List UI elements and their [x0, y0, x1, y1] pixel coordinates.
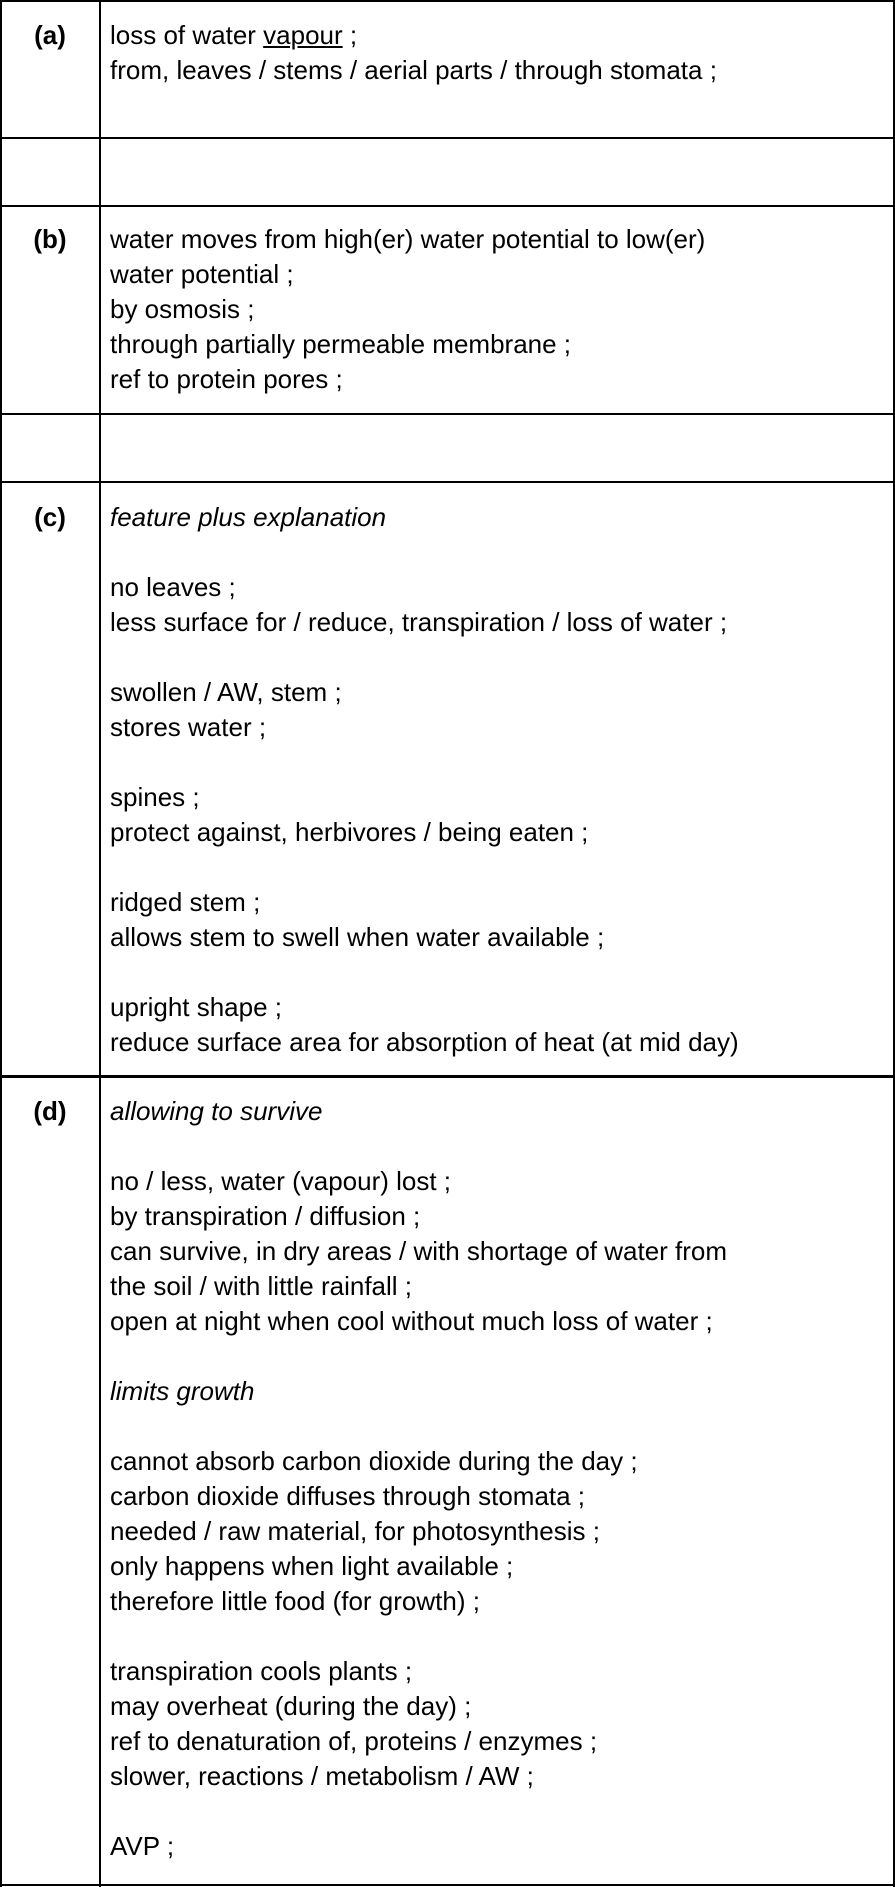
row-a — [0, 0, 895, 137]
answer-line: may overheat (during the day) ; — [110, 1691, 472, 1721]
answer-line: reduce surface area for absorption of heat (at mid day) — [110, 1027, 739, 1057]
answer-line: no leaves ; — [110, 572, 236, 602]
table-border-bottom — [0, 1884, 895, 1886]
answer-line: upright shape ; — [110, 992, 283, 1022]
blank-line — [110, 955, 890, 990]
row-b — [0, 207, 895, 413]
blank-line — [110, 1129, 890, 1164]
answer-line: ridged stem ; — [110, 887, 261, 917]
answer-line: by osmosis ; — [110, 294, 255, 324]
blank-line — [110, 640, 890, 675]
answer-line: stores water ; — [110, 712, 267, 742]
answer-line: protect against, herbivores / being eaten ; — [110, 817, 589, 847]
row-label: (b) — [33, 224, 67, 254]
answer-text: ; — [342, 20, 358, 50]
answer-line: swollen / AW, stem ; — [110, 677, 342, 707]
row-content — [110, 500, 890, 1060]
answer-line: allows stem to swell when water available ; — [110, 922, 605, 952]
row-content — [110, 222, 890, 397]
answer-line: spines ; — [110, 782, 200, 812]
blank-line — [110, 850, 890, 885]
answer-line: ref to denaturation of, proteins / enzymes ; — [110, 1726, 598, 1756]
blank-line — [110, 1794, 890, 1829]
answer-line: less surface for / reduce, transpiration / loss of water ; — [110, 607, 728, 637]
answer-line: open at night when cool without much loss of water ; — [110, 1306, 713, 1336]
answer-line: by transpiration / diffusion ; — [110, 1201, 421, 1231]
answer-line: carbon dioxide diffuses through stomata ; — [110, 1481, 586, 1511]
answer-line: the soil / with little rainfall ; — [110, 1271, 413, 1301]
blank-line — [110, 1619, 890, 1654]
row-label: (d) — [33, 1096, 67, 1126]
section-heading: allowing to survive — [110, 1096, 323, 1126]
answer-text: loss of water — [110, 20, 264, 50]
section-heading: feature plus explanation — [110, 502, 387, 532]
answer-line: slower, reactions / metabolism / AW ; — [110, 1761, 534, 1791]
row-label: (c) — [34, 502, 66, 532]
row-content — [110, 1094, 890, 1864]
section-heading: limits growth — [110, 1376, 255, 1406]
row-label: (a) — [34, 20, 66, 50]
answer-line: water moves from high(er) water potential to low(er) — [110, 224, 706, 254]
empty-row — [0, 415, 895, 481]
answer-line: cannot absorb carbon dioxide during the day ; — [110, 1446, 638, 1476]
answer-line: only happens when light available ; — [110, 1551, 514, 1581]
row-d — [0, 1078, 895, 1884]
answer-line: water potential ; — [110, 259, 294, 289]
answer-line: therefore little food (for growth) ; — [110, 1586, 480, 1616]
answer-line: from, leaves / stems / aerial parts / through stomata ; — [110, 55, 717, 85]
answer-line: needed / raw material, for photosynthesis ; — [110, 1516, 600, 1546]
blank-line — [110, 1409, 890, 1444]
answer-line: ref to protein pores ; — [110, 364, 343, 394]
answer-line: through partially permeable membrane ; — [110, 329, 572, 359]
answer-line — [110, 18, 890, 53]
answer-line: AVP ; — [110, 1831, 175, 1861]
answer-line: can survive, in dry areas / with shortage of water from — [110, 1236, 728, 1266]
blank-line — [110, 745, 890, 780]
answer-line: transpiration cools plants ; — [110, 1656, 413, 1686]
answer-line: no / less, water (vapour) lost ; — [110, 1166, 452, 1196]
row-c — [0, 483, 895, 1075]
blank-line — [110, 535, 890, 570]
empty-row — [0, 139, 895, 205]
underlined-keyword: vapour — [263, 20, 343, 50]
blank-line — [110, 1339, 890, 1374]
row-content — [110, 18, 890, 88]
